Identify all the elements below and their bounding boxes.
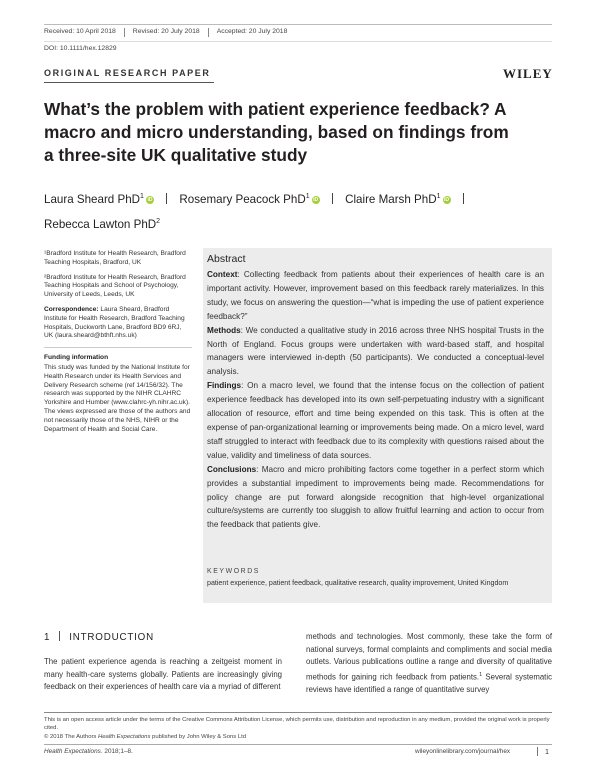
author-separator: [166, 193, 167, 204]
article-title: What’s the problem with patient experience feedback? A macro and micro understanding, based on findings from a three-site UK qualitative study: [44, 99, 509, 165]
article-type: ORIGINAL RESEARCH PAPER: [44, 68, 211, 78]
journal-url[interactable]: wileyonlinelibrary.com/journal/hex: [415, 748, 511, 755]
funding-text: This study was funded by the National Institute for Health Research under its Health Services and Delivery Research scheme (ref 14/156/32). The research was supported by the NIHR CLAHRC Yorkshire and Humber (www.clahrc-yh.nihr.ac.uk). The views expressed are those of the authors and not necessarily those of the NHS, NIHR or the Department of Health and Social Care.: [44, 363, 191, 433]
orcid-icon[interactable]: iD: [313, 196, 319, 203]
orcid-icon[interactable]: iD: [147, 196, 153, 203]
dates-rule: [44, 41, 552, 42]
author-separator: [463, 193, 464, 204]
footer-rule: [44, 712, 552, 713]
sidebar-info: [44, 250, 192, 440]
abstract-conclusions: Conclusions: Macro and micro prohibiting factors come together in a perfect storm which provides a substantial impediment to improvements being made. Recommendations for policy change are put forward alongside recognition that high-level organizational culture/systems are currently too sluggish to allow fruitful learning and action to occur from the feedback that patients give.: [207, 464, 544, 530]
divider: [44, 347, 192, 348]
author[interactable]: Rebecca Lawton PhD$^2$: [44, 217, 161, 231]
publisher-logo: WILEY: [503, 66, 553, 81]
abstract-title: Abstract: [207, 253, 246, 265]
author[interactable]: Claire Marsh PhD$^1$: [345, 192, 441, 206]
date-separator: [208, 28, 209, 37]
keywords-heading: KEYWORDS: [207, 568, 260, 575]
author[interactable]: Laura Sheard PhD$^1$: [44, 192, 144, 206]
license-note: This is an open access article under the terms of the Creative Commons Attribution License, which permits use, distribution and reproduction in any medium, provided the original work is properly cited. © 2018 The Authors Health Expectations published by John Wiley & Sons Ltd: [44, 716, 552, 741]
correspondence: Correspondence: Laura Sheard, Bradford Institute for Health Research, Bradford Teaching Hospitals, Duckworth Lane, Bradford BD9 6RJ, UK (laura.sheard@bthft.nhs.uk): [44, 305, 185, 340]
orcid-icon[interactable]: iD: [444, 196, 449, 203]
body-column-2: methods and technologies. Most commonly, these take the form of national surveys, formal complaints and compliments and social media outlets. Various publications outline a range and diversity of qualitative methods for gaining rich feedback from patients.$^1$ Several systematic reviews have identified a range of quantitative survey: [306, 632, 552, 694]
date-separator: [124, 28, 125, 37]
affiliation-1: ¹Bradford Institute for Health Research, Bradford Teaching Hospitals, Bradford, UK: [44, 250, 186, 266]
funding-heading: Funding information: [44, 354, 109, 362]
citation-link[interactable]: 1: [479, 671, 483, 678]
keywords-list: patient experience, patient feedback, qualitative research, quality improvement, United Kingdom: [207, 579, 509, 587]
journal-citation: Health Expectations. 2018;1–8.: [44, 748, 133, 755]
copyright: © 2018 The Authors Health Expectations published by John Wiley & Sons Ltd: [44, 733, 247, 740]
page-number: 1: [545, 747, 549, 756]
body-column-1: The patient experience agenda is reaching a zeitgeist moment in many health-care systems globally. Patients are increasingly giving feedback on their experiences of health care via a myriad of different: [44, 657, 282, 692]
footer-rule-2: [44, 744, 552, 745]
author-separator: [332, 193, 333, 204]
abstract-context: Context: Collecting feedback from patients about their experiences of health care is an important activity. However, improvement based on this feedback rarely materializes. In this study, we focus on answering the question—“what is impeding the use of patient experience feedback?”: [207, 270, 544, 321]
article-type-underline: [44, 82, 214, 83]
author-list: [44, 186, 544, 236]
page-separator: [537, 747, 538, 756]
author[interactable]: Rosemary Peacock PhD$^1$: [179, 192, 310, 206]
affiliation-2: ²Bradford Institute for Health Research, Bradford Teaching Hospitals and School of Psychology, University of Leeds, Leeds, UK: [44, 273, 186, 299]
top-rule: [44, 24, 552, 25]
doi[interactable]: DOI: 10.1111/hex.12829: [44, 45, 117, 52]
revised-date: Revised: 20 July 2018: [132, 28, 200, 35]
abstract-findings: Findings: On a macro level, we found that the intense focus on the collection of patient experience feedback has developed into its own self-perpetuating industry with a significant allocation of resource, effort and time being expended on this task. This is often at the expense of pan-organizational learning or improvements being made. On a micro level, ward staff struggled to interact with feedback due to its complexity with questions raised about the value, validity and timeliness of data sources.: [207, 381, 544, 460]
accepted-date: Accepted: 20 July 2018: [216, 28, 288, 35]
abstract-methods: Methods: We conducted a qualitative study in 2016 across three NHS hospital Trusts in the North of England. Focus groups were undertaken with ward-based staff, and hospital managers were interviewed in-depth (50 participants). We conducted a conceptual-level analysis.: [207, 325, 544, 377]
received-date: Received: 10 April 2018: [44, 28, 116, 35]
article-dates: [44, 28, 287, 37]
abstract-body: [207, 268, 544, 532]
section-heading: 1 INTRODUCTION: [44, 632, 154, 643]
